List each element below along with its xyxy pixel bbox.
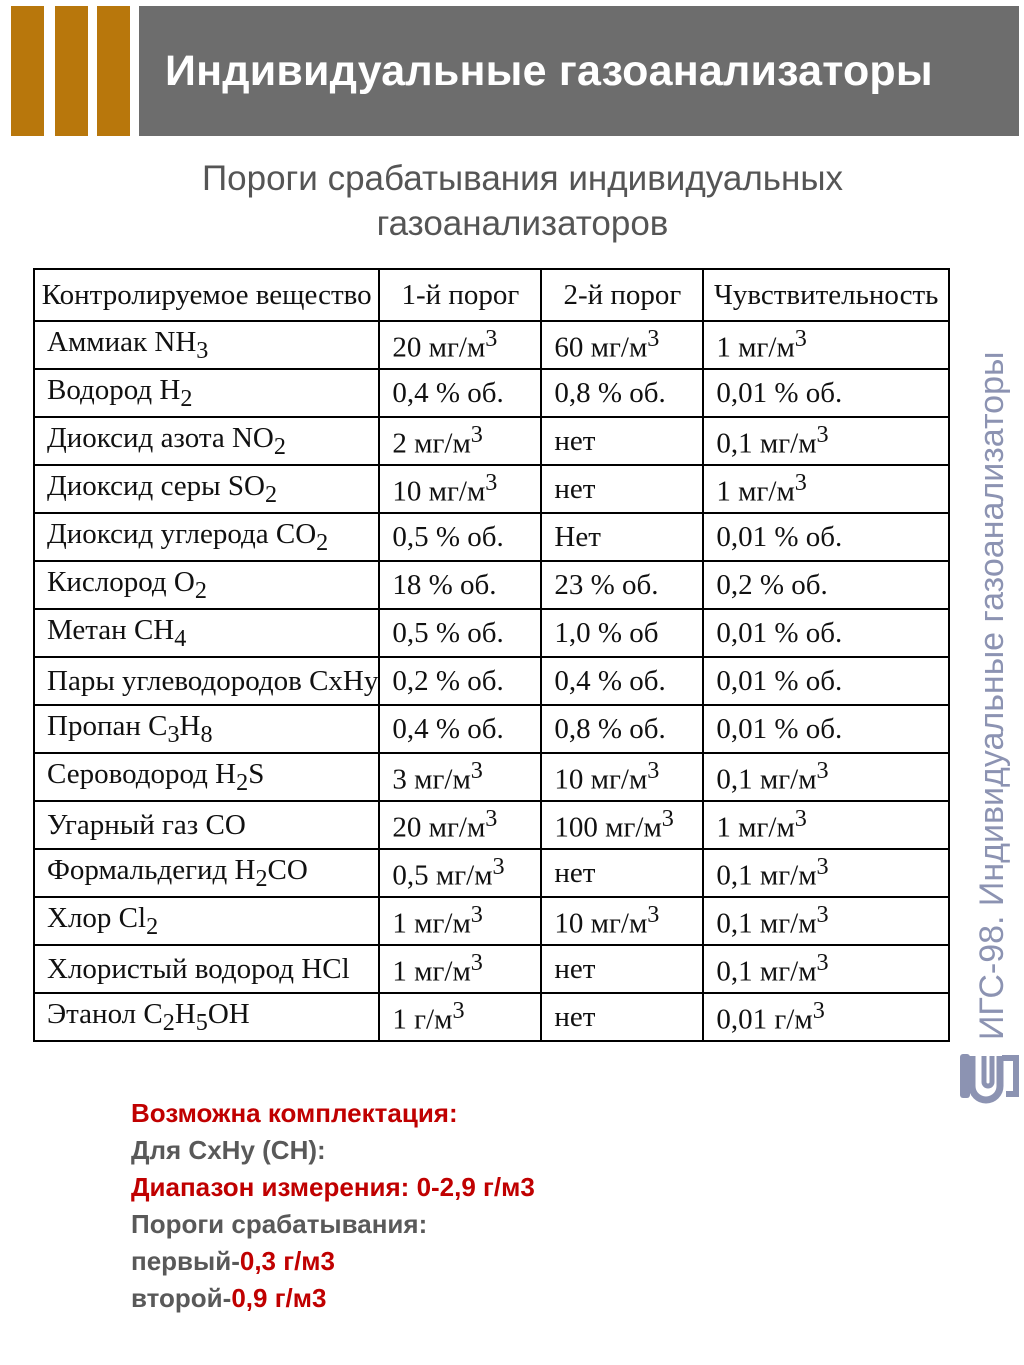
table-row: [34, 897, 949, 945]
table-row: [34, 945, 949, 993]
decor-bar: [97, 6, 130, 136]
value-cell: 0,01 % об.: [703, 369, 949, 417]
table-row: [34, 609, 949, 657]
value-cell: Нет: [541, 513, 703, 561]
substance-cell: Водород $H_2$: [34, 369, 379, 417]
table-row: [34, 801, 949, 849]
table-row: [34, 705, 949, 753]
options-notes: [131, 1095, 535, 1317]
value-cell: 0,5 $мг/м^3$: [379, 849, 541, 897]
value-cell: 18 % об.: [379, 561, 541, 609]
value-cell: 0,1 $мг/м^3$: [703, 897, 949, 945]
header-band: [139, 6, 1019, 136]
value-cell: 0,1 $мг/м^3$: [703, 945, 949, 993]
value-cell: 0,5 % об.: [379, 609, 541, 657]
value-cell: 60 $мг/м^3$: [541, 321, 703, 369]
substance-cell: Хлористый водород HCl: [34, 945, 379, 993]
table-row: [34, 657, 949, 705]
table-row: [34, 513, 949, 561]
substance-cell: Хлор $Cl_2$: [34, 897, 379, 945]
column-header: Чувствительность: [703, 269, 949, 321]
value-cell: 1 $мг/м^3$: [703, 321, 949, 369]
caption-line: газоанализаторов: [376, 204, 669, 243]
value-cell: 1 $г/м^3$: [379, 993, 541, 1041]
value-cell: 0,01 % об.: [703, 657, 949, 705]
value-cell: нет: [541, 417, 703, 465]
substance-cell: Сероводород $H_2S$: [34, 753, 379, 801]
substance-cell: Кислород $O_2$: [34, 561, 379, 609]
notes-line: Пороги срабатывания:: [131, 1209, 428, 1239]
table-row: [34, 753, 949, 801]
value-cell: 0,2 % об.: [379, 657, 541, 705]
value-cell: 0,01 $г/м^3$: [703, 993, 949, 1041]
value-cell: 20 $мг/м^3$: [379, 801, 541, 849]
value-cell: 1 $мг/м^3$: [703, 801, 949, 849]
column-header: 1-й порог: [379, 269, 541, 321]
table-row: [34, 993, 949, 1041]
page-title: Индивидуальные газоанализаторы: [165, 46, 933, 95]
decor-bar: [55, 6, 88, 136]
threshold-value: 0,9 г/м3: [231, 1283, 327, 1313]
value-cell: 1 $мг/м^3$: [703, 465, 949, 513]
notes-line: Для CxHy (CH):: [131, 1135, 326, 1165]
company-logo-icon: [958, 1050, 1022, 1106]
value-cell: 10 $мг/м^3$: [541, 897, 703, 945]
notes-threshold-first: [131, 1243, 535, 1280]
table-caption: [120, 156, 925, 246]
substance-cell: Диоксид азота $NO_2$: [34, 417, 379, 465]
value-cell: нет: [541, 993, 703, 1041]
value-cell: 0,4 % об.: [541, 657, 703, 705]
value-cell: 0,8 % об.: [541, 369, 703, 417]
column-header: 2-й порог: [541, 269, 703, 321]
substance-cell: Этанол $C_2H_5OH$: [34, 993, 379, 1041]
value-cell: нет: [541, 849, 703, 897]
value-cell: 1 $мг/м^3$: [379, 945, 541, 993]
value-cell: 1,0 % об: [541, 609, 703, 657]
substance-cell: Угарный газ CO: [34, 801, 379, 849]
value-cell: 0,1 $мг/м^3$: [703, 849, 949, 897]
table-header-row: [34, 269, 949, 321]
threshold-value: 0,3 г/м3: [239, 1246, 335, 1276]
notes-threshold-second: [131, 1280, 535, 1317]
thresholds-table: [33, 268, 950, 1042]
value-cell: 10 $мг/м^3$: [541, 753, 703, 801]
value-cell: 0,5 % об.: [379, 513, 541, 561]
table-row: [34, 417, 949, 465]
value-cell: 0,2 % об.: [703, 561, 949, 609]
table-row: [34, 369, 949, 417]
substance-cell: Диоксид углерода $CO_2$: [34, 513, 379, 561]
column-header: Контролируемое вещество: [34, 269, 379, 321]
threshold-label: второй-: [131, 1283, 232, 1313]
threshold-label: первый-: [131, 1246, 240, 1276]
table-body: [34, 321, 949, 1041]
value-cell: нет: [541, 465, 703, 513]
value-cell: 10 $мг/м^3$: [379, 465, 541, 513]
caption-line: Пороги срабатывания индивидуальных: [201, 159, 843, 198]
value-cell: 1 $мг/м^3$: [379, 897, 541, 945]
substance-cell: Пары углеводородов CxHy: [34, 657, 379, 705]
table-row: [34, 465, 949, 513]
value-cell: 20 $мг/м^3$: [379, 321, 541, 369]
value-cell: 2 $мг/м^3$: [379, 417, 541, 465]
substance-cell: Метан $CH_4$: [34, 609, 379, 657]
substance-cell: Диоксид серы $SO_2$: [34, 465, 379, 513]
value-cell: 0,4 % об.: [379, 369, 541, 417]
value-cell: 0,01 % об.: [703, 705, 949, 753]
substance-cell: Пропан $C_3H_8$: [34, 705, 379, 753]
substance-cell: Формальдегид $H_2CO$: [34, 849, 379, 897]
value-cell: 0,8 % об.: [541, 705, 703, 753]
value-cell: 0,4 % об.: [379, 705, 541, 753]
value-cell: 0,1 $мг/м^3$: [703, 417, 949, 465]
vertical-product-label: ИГС-98. Индивидуальные газоанализаторы: [973, 351, 1011, 1040]
value-cell: 3 $мг/м^3$: [379, 753, 541, 801]
table-row: [34, 561, 949, 609]
value-cell: нет: [541, 945, 703, 993]
value-cell: 0,1 $мг/м^3$: [703, 753, 949, 801]
notes-range: Диапазон измерения: 0-2,9 г/м3: [131, 1172, 535, 1202]
decor-bar: [11, 6, 44, 136]
notes-heading: Возможна комплектация:: [131, 1098, 458, 1128]
value-cell: 23 % об.: [541, 561, 703, 609]
value-cell: 0,01 % об.: [703, 513, 949, 561]
table-row: [34, 849, 949, 897]
value-cell: 100 $мг/м^3$: [541, 801, 703, 849]
substance-cell: Аммиак $NH_3$: [34, 321, 379, 369]
value-cell: 0,01 % об.: [703, 609, 949, 657]
table-row: [34, 321, 949, 369]
